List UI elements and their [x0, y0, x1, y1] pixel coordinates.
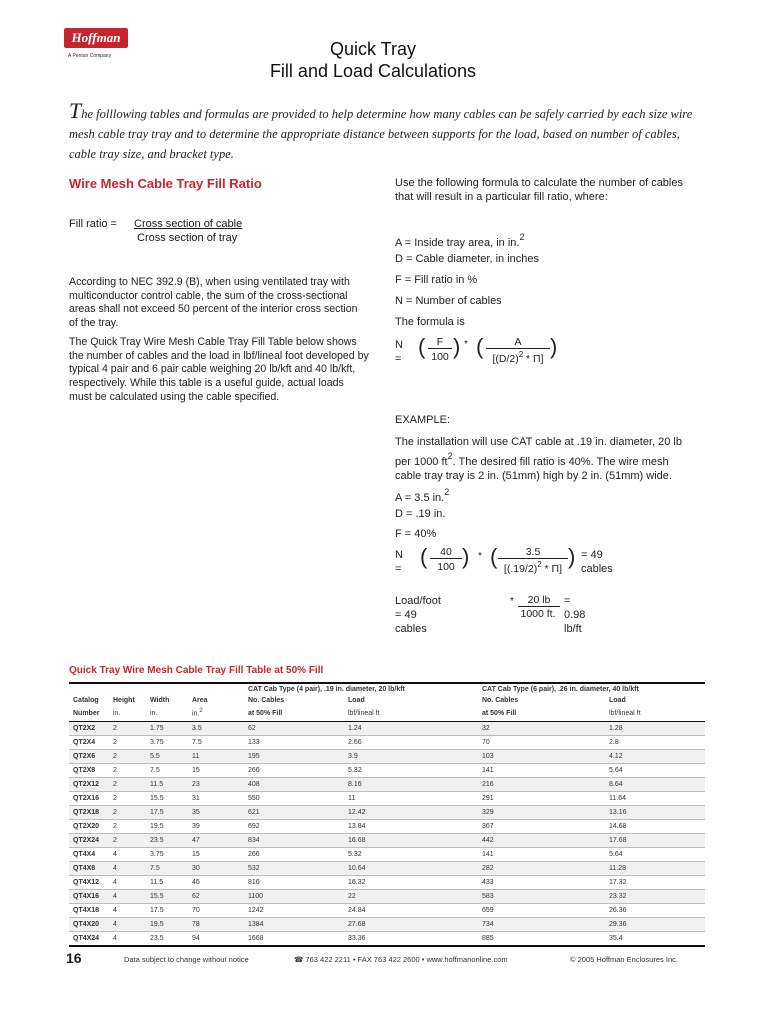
example-result: = 49 cables: [581, 549, 613, 575]
load-result: = 0.98 lb/ft: [564, 595, 586, 635]
formula-n-equals: N =: [395, 339, 403, 365]
formula-intro: Use the following formula to calculate the number of cables that will result in a particular fill ratio, where:: [395, 177, 683, 203]
table-cell: 2: [109, 806, 146, 820]
cables-unit-6pair: at 50% Fill: [478, 706, 605, 722]
table-cell: 282: [478, 862, 605, 876]
table-cell: QT4X24: [69, 932, 109, 947]
area-header: Area: [192, 697, 208, 704]
table-row: [69, 904, 705, 918]
fill-ratio-label: Fill ratio =: [69, 218, 117, 230]
drop-cap: T: [69, 98, 82, 123]
table-cell: QT4X8: [69, 862, 109, 876]
page-title: [200, 38, 546, 82]
formula-times: *: [464, 339, 468, 350]
catalog-header: Catalog: [73, 697, 99, 704]
table-cell: 31: [188, 792, 244, 806]
table-cell: 692: [244, 820, 344, 834]
table-row: [69, 834, 705, 848]
table-cell: 2.8: [605, 736, 705, 750]
fill-ratio-denominator: Cross section of tray: [137, 232, 238, 244]
table-row: [69, 764, 705, 778]
number-header: Number: [69, 706, 109, 722]
table-cell: 816: [244, 876, 344, 890]
area-unit: in.$^2$: [188, 706, 244, 722]
table-cell: 13.84: [344, 820, 478, 834]
table-cell: 4: [109, 918, 146, 932]
logo-subtitle: A Pentair Company: [68, 53, 112, 59]
example-n-equals: N =: [395, 549, 403, 575]
table-cell: 4: [109, 904, 146, 918]
table-cell: 1.24: [344, 722, 478, 736]
table-cell: 3.75: [146, 848, 188, 862]
table-cell: 30: [188, 862, 244, 876]
table-cell: 1668: [244, 932, 344, 947]
paren-open-icon: (: [476, 334, 484, 359]
table-cell: 11.5: [146, 778, 188, 792]
table-cell: 4: [109, 862, 146, 876]
table-cell: 141: [478, 848, 605, 862]
table-cell: 2: [109, 722, 146, 736]
table-cell: 4.12: [605, 750, 705, 764]
table-cell: 367: [478, 820, 605, 834]
table-cell: 3.9: [344, 750, 478, 764]
table-cell: 433: [478, 876, 605, 890]
example-label: EXAMPLE:: [395, 414, 451, 426]
footer-contact: ☎ 763 422 2211 • FAX 763 422 2600 • www.hoffmanonline.com: [294, 955, 508, 964]
example-f-value: F = 40%: [395, 528, 437, 540]
table-cell: QT4X20: [69, 918, 109, 932]
page-number: 16: [66, 950, 82, 966]
table-cell: 13.16: [605, 806, 705, 820]
example-numerator-1: 40: [430, 546, 462, 559]
table-cell: 11: [188, 750, 244, 764]
table-cell: 35: [188, 806, 244, 820]
table-cell: 23.32: [605, 890, 705, 904]
table-cell: 3.5: [188, 722, 244, 736]
table-cell: 23.5: [146, 932, 188, 947]
intro-text: he folllowing tables and formulas are provided to help determine how many cables can be safely carried by each size wire mesh cable tray tray and to determine the appropriate distance between supports for the load, based on number of cables, cable tray size, and bracket type.: [69, 107, 693, 161]
paren-close-icon: ): [453, 334, 461, 359]
table-cell: QT4X12: [69, 876, 109, 890]
footer-note: Data subject to change without notice: [124, 955, 249, 964]
table-cell: 442: [478, 834, 605, 848]
table-cell: QT2X2: [69, 722, 109, 736]
formula-f-denominator: 100: [431, 351, 449, 363]
table-cell: 16.32: [344, 876, 478, 890]
table-cell: 133: [244, 736, 344, 750]
table-cell: 8.64: [605, 778, 705, 792]
table-row: [69, 722, 705, 736]
table-cell: 17.5: [146, 904, 188, 918]
table-cell: 329: [478, 806, 605, 820]
table-cell: 15.5: [146, 890, 188, 904]
table-cell: 216: [478, 778, 605, 792]
table-row: [69, 876, 705, 890]
table-cell: QT4X4: [69, 848, 109, 862]
table-row: [69, 806, 705, 820]
table-cell: 1384: [244, 918, 344, 932]
table-cell: 4: [109, 876, 146, 890]
table-cell: 4: [109, 848, 146, 862]
table-cell: 19.5: [146, 918, 188, 932]
table-cell: 5.64: [605, 848, 705, 862]
table-cell: QT2X18: [69, 806, 109, 820]
table-cell: 12.42: [344, 806, 478, 820]
table-cell: 621: [244, 806, 344, 820]
table-cell: 78: [188, 918, 244, 932]
table-cell: 11.28: [605, 862, 705, 876]
table-cell: QT4X16: [69, 890, 109, 904]
example-denominator-2: $[(.19/2)^2 * \Pi]$: [503, 560, 563, 575]
table-cell: 15.5: [146, 792, 188, 806]
fill-table: [69, 682, 705, 947]
nec-paragraph: According to NEC 392.9 (B), when using ventilated tray with multiconductor control cable, the sum of the cross-sectional areas shall not exceed 50 percent of the interior cross section of the tray.: [69, 276, 358, 330]
table-cell: 26.36: [605, 904, 705, 918]
cat4-group-header: CAT Cab Type (4 pair), .19 in. diameter, 20 lb/kft: [244, 683, 478, 695]
table-cell: 408: [244, 778, 344, 792]
table-cell: 3.75: [146, 736, 188, 750]
paren-close-icon: ): [550, 334, 558, 359]
table-cell: 29.36: [605, 918, 705, 932]
table-row: [69, 750, 705, 764]
table-cell: 266: [244, 764, 344, 778]
table-cell: 8.16: [344, 778, 478, 792]
table-cell: 27.68: [344, 918, 478, 932]
paren-open-icon: (: [418, 334, 426, 359]
load-times: *: [510, 596, 514, 607]
table-cell: 10.64: [344, 862, 478, 876]
table-cell: 659: [478, 904, 605, 918]
table-cell: QT2X12: [69, 778, 109, 792]
load-denominator: 1000 ft.: [520, 608, 556, 620]
example-paragraph: The installation will use CAT cable at .19 in. diameter, 20 lb per 1000 $ft^2$. The desired fill ratio is 40%. The wire mesh cable tray tray is 2 in. (51mm) high by 2 in. (51mm) wide.: [395, 436, 682, 482]
height-header: Height: [113, 697, 135, 704]
d-definition: D = Cable diameter, in inches: [395, 253, 539, 265]
fill-ratio-heading: Wire Mesh Cable Tray Fill Ratio: [69, 176, 262, 191]
title-line-1: Quick Tray: [329, 39, 417, 59]
example-a-value: A = 3.5 in.$^2$: [395, 487, 450, 504]
table-cell: 16.68: [344, 834, 478, 848]
formula-label: The formula is: [395, 316, 465, 328]
table-cell: 39: [188, 820, 244, 834]
table-cell: 24.84: [344, 904, 478, 918]
example-d-value: D = .19 in.: [395, 508, 446, 520]
table-cell: 1.28: [605, 722, 705, 736]
table-cell: 103: [478, 750, 605, 764]
fill-table-paragraph: The Quick Tray Wire Mesh Cable Tray Fill Table below shows the number of cables and the load in lbf/lineal foot developed by typical 4 pair and 6 pair cable weighing 20 lb/kft and 40 lb/kft, respectively. While this table is a useful guide, actual loads must be calculated using the cable specified.: [69, 336, 369, 403]
cat6-group-header: CAT Cab Type (6 pair), .26 in. diameter, 40 lb/kft: [478, 683, 705, 695]
n-definition: N = Number of cables: [395, 295, 502, 307]
load-unit-6pair: lbf/lineal ft: [605, 706, 705, 722]
load-numerator: 20 lb: [518, 594, 560, 607]
table-cell: 2: [109, 764, 146, 778]
table-cell: 2: [109, 736, 146, 750]
table-cell: 70: [188, 904, 244, 918]
table-cell: 5.64: [605, 764, 705, 778]
table-cell: 7.5: [188, 736, 244, 750]
example-denominator-1: 100: [437, 561, 455, 573]
hoffman-logo: Hoffman: [64, 28, 128, 48]
a-definition: A = Inside tray area, in in.$^2$: [395, 232, 525, 249]
table-cell: 32: [478, 722, 605, 736]
table-row: [69, 792, 705, 806]
table-row: [69, 918, 705, 932]
table-cell: 141: [478, 764, 605, 778]
table-cell: 23.5: [146, 834, 188, 848]
paren-close-icon: ): [568, 544, 576, 569]
cables-header-6pair: No. Cables: [482, 697, 519, 704]
table-cell: 7.5: [146, 764, 188, 778]
table-cell: 550: [244, 792, 344, 806]
load-prefix: Load/foot = 49 cables: [395, 595, 441, 635]
f-definition: F = Fill ratio in %: [395, 274, 478, 286]
table-cell: 4: [109, 932, 146, 947]
table-cell: 4: [109, 890, 146, 904]
paren-open-icon: (: [420, 544, 428, 569]
table-row: [69, 848, 705, 862]
load-header-6pair: Load: [609, 697, 626, 704]
width-header: Width: [150, 697, 170, 704]
table-cell: 46: [188, 876, 244, 890]
table-cell: 1242: [244, 904, 344, 918]
table-cell: 583: [478, 890, 605, 904]
table-cell: QT2X4: [69, 736, 109, 750]
load-header-4pair: Load: [348, 697, 365, 704]
table-cell: 2: [109, 792, 146, 806]
table-cell: 33.36: [344, 932, 478, 947]
table-row: [69, 778, 705, 792]
formula-a-numerator: A: [486, 336, 550, 349]
table-cell: 1.75: [146, 722, 188, 736]
table-cell: QT2X24: [69, 834, 109, 848]
table-row: [69, 890, 705, 904]
table-cell: 19.5: [146, 820, 188, 834]
width-unit: in.: [146, 706, 188, 722]
formula-f-numerator: F: [428, 336, 452, 349]
table-cell: 11.5: [146, 876, 188, 890]
table-cell: QT2X6: [69, 750, 109, 764]
table-cell: 1100: [244, 890, 344, 904]
table-cell: 834: [244, 834, 344, 848]
table-row: [69, 932, 705, 947]
table-cell: 14.68: [605, 820, 705, 834]
table-cell: 195: [244, 750, 344, 764]
paren-open-icon: (: [490, 544, 498, 569]
table-cell: 5.32: [344, 764, 478, 778]
table-cell: 62: [188, 890, 244, 904]
table-cell: 266: [244, 848, 344, 862]
table-cell: QT2X16: [69, 792, 109, 806]
table-cell: 5.32: [344, 848, 478, 862]
intro-paragraph: [69, 98, 709, 164]
table-cell: 15: [188, 848, 244, 862]
paren-close-icon: ): [462, 544, 470, 569]
fill-ratio-numerator: Cross section of cable: [134, 218, 243, 230]
load-unit-4pair: lbf/lineal ft: [344, 706, 478, 722]
table-cell: 2: [109, 778, 146, 792]
footer-copyright: © 2005 Hoffman Enclosures Inc.: [570, 955, 678, 964]
table-cell: 47: [188, 834, 244, 848]
table-row: [69, 862, 705, 876]
table-cell: 23: [188, 778, 244, 792]
table-cell: 22: [344, 890, 478, 904]
formula-a-denominator: $[(D/2)^2 * \Pi]$: [492, 350, 544, 365]
cables-header-4pair: No. Cables: [248, 697, 285, 704]
table-cell: 7.5: [146, 862, 188, 876]
table-cell: 532: [244, 862, 344, 876]
table-cell: 15: [188, 764, 244, 778]
table-row: [69, 736, 705, 750]
table-cell: 734: [478, 918, 605, 932]
table-cell: 17.5: [146, 806, 188, 820]
table-cell: QT4X18: [69, 904, 109, 918]
height-unit: in.: [109, 706, 146, 722]
table-cell: 2: [109, 750, 146, 764]
cables-unit-4pair: at 50% Fill: [244, 706, 344, 722]
table-cell: 11: [344, 792, 478, 806]
table-cell: 885: [478, 932, 605, 947]
example-times: *: [478, 551, 482, 562]
table-cell: QT2X8: [69, 764, 109, 778]
table-cell: QT2X20: [69, 820, 109, 834]
table-cell: 5.5: [146, 750, 188, 764]
title-line-2: Fill and Load Calculations: [269, 61, 477, 81]
table-cell: 2: [109, 820, 146, 834]
table-cell: 94: [188, 932, 244, 947]
table-cell: 17.32: [605, 876, 705, 890]
table-row: [69, 820, 705, 834]
example-numerator-2: 3.5: [498, 546, 568, 559]
table-cell: 11.64: [605, 792, 705, 806]
table-cell: 2.66: [344, 736, 478, 750]
table-cell: 35.4: [605, 932, 705, 947]
table-cell: 291: [478, 792, 605, 806]
table-cell: 17.68: [605, 834, 705, 848]
table-cell: 2: [109, 834, 146, 848]
table-cell: 70: [478, 736, 605, 750]
table-cell: 62: [244, 722, 344, 736]
fill-table-heading: Quick Tray Wire Mesh Cable Tray Fill Table at 50% Fill: [69, 665, 324, 676]
